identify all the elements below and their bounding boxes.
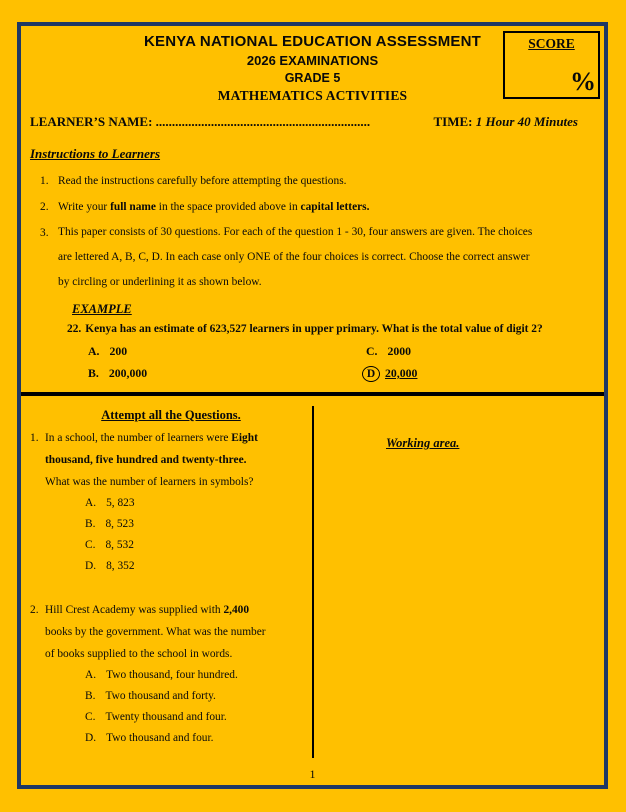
question-2 [30, 599, 312, 749]
page-number: 1 [309, 767, 316, 781]
instruction-item-1 [40, 168, 604, 194]
questions-column [21, 396, 312, 785]
exam-grade-line: GRADE 5 [284, 71, 341, 85]
example-options [21, 340, 604, 384]
instruction-text: This paper consists of 30 questions. For each of the question 1 - 30, four answers are given. The choices are lettered A, B, C, D. In each case only ONE of the four choices is correct. Choose the correct answer by circling or underlining it as shown below. [58, 226, 533, 288]
option-a: A. Two thousand, four hundred. [85, 669, 238, 681]
option-d: D. 8, 352 [85, 560, 135, 572]
learner-name-label: LEARNER’S NAME: [30, 114, 156, 129]
example-option-a: A. 200 [88, 344, 128, 358]
instruction-item-2 [40, 194, 604, 220]
example-question-text: Kenya has an estimate of 623,527 learners in upper primary. What is the total value of digit 2? [85, 323, 543, 335]
exam-year-line: 2026 EXAMINATIONS [246, 53, 379, 68]
column-divider-line [312, 406, 314, 758]
option-c: C. 8, 532 [85, 539, 134, 551]
instruction-number: 1. [40, 175, 49, 187]
option-d: D. Two thousand and four. [85, 732, 214, 744]
instructions-list [21, 168, 604, 295]
exam-sheet-frame [17, 22, 608, 789]
name-time-row [21, 113, 604, 131]
exam-title: KENYA NATIONAL EDUCATION ASSESSMENT [143, 33, 482, 50]
time-line [434, 113, 578, 131]
example-heading: EXAMPLE [72, 302, 132, 316]
question-number: 1. [30, 432, 39, 444]
circled-answer-mark: D [362, 366, 380, 382]
option-b: B. 8, 523 [85, 518, 134, 530]
question-2-options [85, 665, 312, 749]
score-percent-sign: % [570, 67, 596, 96]
working-area-label: Working area. [386, 436, 460, 450]
example-option-b: B. 200,000 [88, 366, 148, 380]
instruction-number: 2. [40, 201, 49, 213]
example-option-c: C. 2000 [366, 344, 412, 358]
option-a: A. 5, 823 [85, 497, 135, 509]
score-label: SCORE [528, 36, 575, 51]
time-value: 1 Hour 40 Minutes [475, 114, 578, 129]
attempt-heading: Attempt all the Questions. [101, 408, 241, 422]
learner-name-line [30, 113, 370, 131]
score-box [503, 31, 600, 99]
question-1-options [85, 493, 312, 577]
instruction-number: 3. [40, 227, 49, 239]
instruction-text: Read the instructions carefully before attempting the questions. [58, 175, 347, 187]
questions-area [21, 396, 604, 785]
instruction-item-3 [40, 220, 604, 295]
question-text: Hill Crest Academy was supplied with 2,400 books by the government. What was the number of books supplied to the school in words. [45, 604, 266, 660]
instruction-text: Write your full name in the space provided above in capital letters. [58, 201, 370, 213]
option-c: C. Twenty thousand and four. [85, 711, 227, 723]
time-label: TIME: [433, 114, 476, 129]
instructions-heading: Instructions to Learners [30, 146, 161, 161]
option-b: B. Two thousand and forty. [85, 690, 216, 702]
learner-name-fill-in: .................................................................. [155, 114, 371, 129]
working-area-column [312, 396, 604, 785]
exam-subject-line: MATHEMATICS ACTIVITIES [217, 88, 408, 103]
example-question-number: 22. [67, 323, 82, 335]
question-text: In a school, the number of learners were Eight thousand, five hundred and twenty-three. What was the number of learners in symbols? [45, 432, 258, 488]
example-question [67, 319, 604, 340]
question-1 [30, 427, 312, 577]
question-number: 2. [30, 604, 39, 616]
example-option-d-answer: D 20,000 [366, 362, 604, 384]
